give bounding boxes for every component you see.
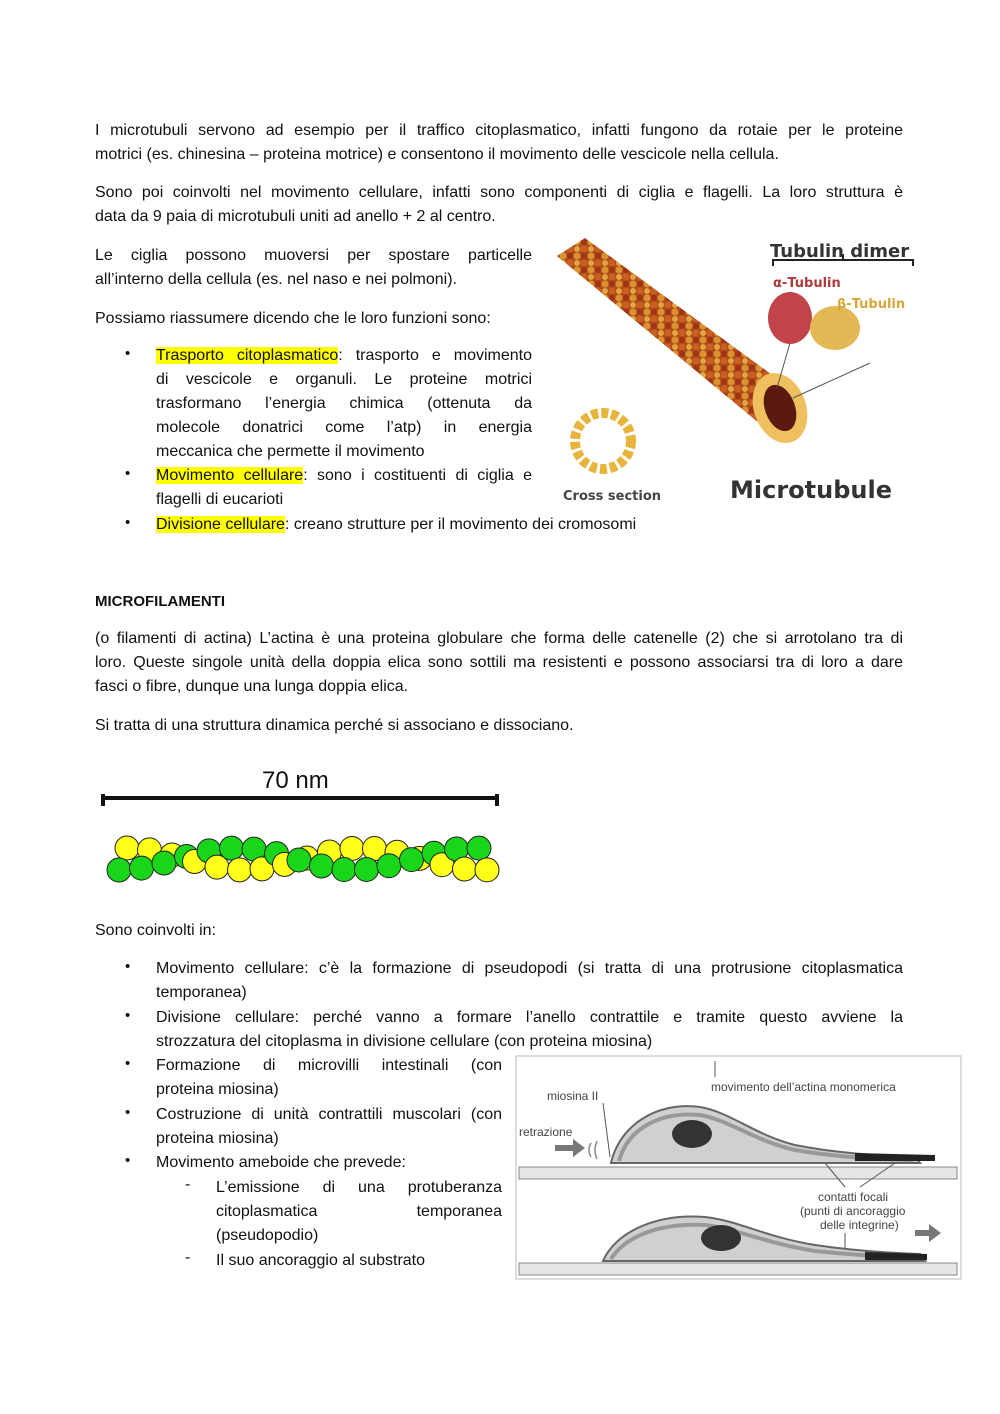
sub-1-line3: (pseudopodio) (216, 1227, 319, 1244)
actin-beads (107, 836, 499, 882)
actin-monomer (340, 836, 364, 860)
p5-line2: loro. Queste singole unità della doppia elica sono sottili ma resistenti e possono associarsi tra di loro a dare (95, 654, 903, 671)
actin-monomer (107, 858, 131, 882)
p1-line1: I microtubuli servono ad esempio per il traffico citoplasmatico, infatti fungono da rotaie per le proteine (95, 122, 903, 139)
ameboid-movement-figure (515, 1055, 962, 1280)
bullet-icon: • (125, 1055, 131, 1072)
involved-3-line1: Formazione di microvilli intestinali (con (156, 1057, 502, 1074)
bullet-icon: • (125, 1152, 131, 1169)
involved-3-line2: proteina miosina) (156, 1081, 279, 1098)
tubulin-dimer-label: Tubulin dimer (770, 241, 910, 262)
sub-1-line1: L’emissione di una protuberanza (216, 1179, 502, 1196)
function-1-term: Trasporto citoplasmatico (156, 347, 339, 364)
function-1-line2: di vescicole e organuli. Le proteine motrici (156, 371, 532, 388)
focal-contacts-line3: delle integrine) (820, 1218, 899, 1232)
p4: Possiamo riassumere dicendo che le loro funzioni sono: (95, 310, 491, 327)
bullet-icon: • (125, 514, 131, 531)
p1-line2: motrici (es. chinesina – proteina motrice) e consentono il movimento delle vescicole nella cellula. (95, 146, 779, 163)
p3-line2: all’interno della cellula (es. nel naso e nei polmoni). (95, 271, 457, 288)
focal-contacts-line2: (punti di ancoraggio (800, 1204, 906, 1218)
sub-2-line1: Il suo ancoraggio al substrato (216, 1252, 426, 1269)
involved-2-line2: strozzatura del citoplasma in divisione cellulare (con proteina miosina) (156, 1033, 653, 1050)
nucleus-2 (701, 1225, 741, 1251)
involved-4-line2: proteina miosina) (156, 1130, 279, 1147)
nucleus-1 (672, 1120, 712, 1148)
beta-tubulin-label: β-Tubulin (837, 297, 906, 312)
actin-monomer (332, 858, 356, 882)
function-3-term: Divisione cellulare (156, 516, 285, 533)
bullet-icon: • (125, 1007, 131, 1024)
actin-monomer (400, 848, 424, 872)
retraction-label: retrazione (519, 1125, 573, 1139)
alpha-tubulin-label: α-Tubulin (773, 276, 841, 291)
function-1-line3: trasformano l’energia chimica (ottenuta da (156, 395, 532, 412)
involved-2-line1: Divisione cellulare: perché vanno a formare l’anello contrattile e tramite questo avviene la (156, 1009, 903, 1026)
actin-monomer (287, 848, 311, 872)
microtubule-figure (545, 238, 920, 508)
involved-1-line1: Movimento cellulare: c’è la formazione di pseudopodi (si tratta di una protrusione citoplasmatica (156, 960, 903, 977)
dash-icon: - (185, 1176, 191, 1193)
substrate-top (519, 1167, 957, 1179)
myosin-label: miosina II (547, 1089, 599, 1103)
involved-1-line2: temporanea) (156, 984, 247, 1001)
actin-monomer (310, 854, 334, 878)
focal-contacts-line1: contatti focali (818, 1190, 889, 1204)
actin-monomer (152, 851, 176, 875)
actin-monomer (130, 856, 154, 880)
dash-icon: - (185, 1249, 191, 1266)
p2-line2: data da 9 paia di microtubuli uniti ad anello + 2 al centro. (95, 208, 496, 225)
p5-line1: (o filamenti di actina) L’actina è una proteina globulare che forma delle catenelle (2) che si arrotolano tra di (95, 630, 903, 647)
function-2-term: Movimento cellulare (156, 467, 304, 484)
actin-monomer (115, 836, 139, 860)
function-1-line1: Trasporto citoplasmatico: trasporto e movimento (156, 347, 532, 364)
substrate-bottom (519, 1263, 957, 1275)
actin-monomer (475, 858, 499, 882)
actin-label: movimento dell’actina monomerica (711, 1080, 896, 1094)
involved-4-line1: Costruzione di unità contrattili muscolari (con (156, 1106, 502, 1123)
bullet-icon: • (125, 1104, 131, 1121)
actin-monomer (355, 857, 379, 881)
microtubule-label: Microtubule (730, 476, 892, 504)
cross-section-label: Cross section (563, 489, 662, 504)
p3-line1: Le ciglia possono muoversi per spostare particelle (95, 247, 532, 264)
bullet-icon: • (125, 345, 131, 362)
actin-monomer (228, 858, 252, 882)
actin-monomer (467, 836, 491, 860)
p5-line3: fasci o fibre, dunque una lunga doppia elica. (95, 678, 409, 695)
actin-monomer (377, 854, 401, 878)
actin-monomer (453, 857, 477, 881)
bullet-icon: • (125, 465, 131, 482)
p6: Si tratta di una struttura dinamica perché si associano e dissociano. (95, 717, 574, 734)
actin-monomer (220, 836, 244, 860)
bullet-icon: • (125, 958, 131, 975)
function-2-line2: flagelli di eucarioti (156, 491, 284, 508)
p2-line1: Sono poi coinvolti nel movimento cellulare, infatti sono componenti di ciglia e flagelli. La loro struttura è (95, 184, 903, 201)
section-heading: MICROFILAMENTI (95, 593, 225, 610)
sub-1-line2: citoplasmatica temporanea (216, 1203, 502, 1220)
cross-section-ring (575, 413, 631, 469)
involved-5-line1: Movimento ameboide che prevede: (156, 1154, 406, 1171)
function-1-line4: molecole donatrici come l’atp) in energia (156, 419, 532, 436)
scale-label: 70 nm (262, 767, 329, 794)
scale-bar (103, 794, 497, 806)
actin-filament-figure (95, 764, 510, 904)
function-2-line1: Movimento cellulare: sono i costituenti di ciglia e (156, 467, 533, 484)
function-3-line1: Divisione cellulare: creano strutture per il movimento dei cromosomi (156, 516, 637, 533)
function-1-line5: meccanica che permette il movimento (156, 443, 425, 460)
p7: Sono coinvolti in: (95, 922, 216, 939)
